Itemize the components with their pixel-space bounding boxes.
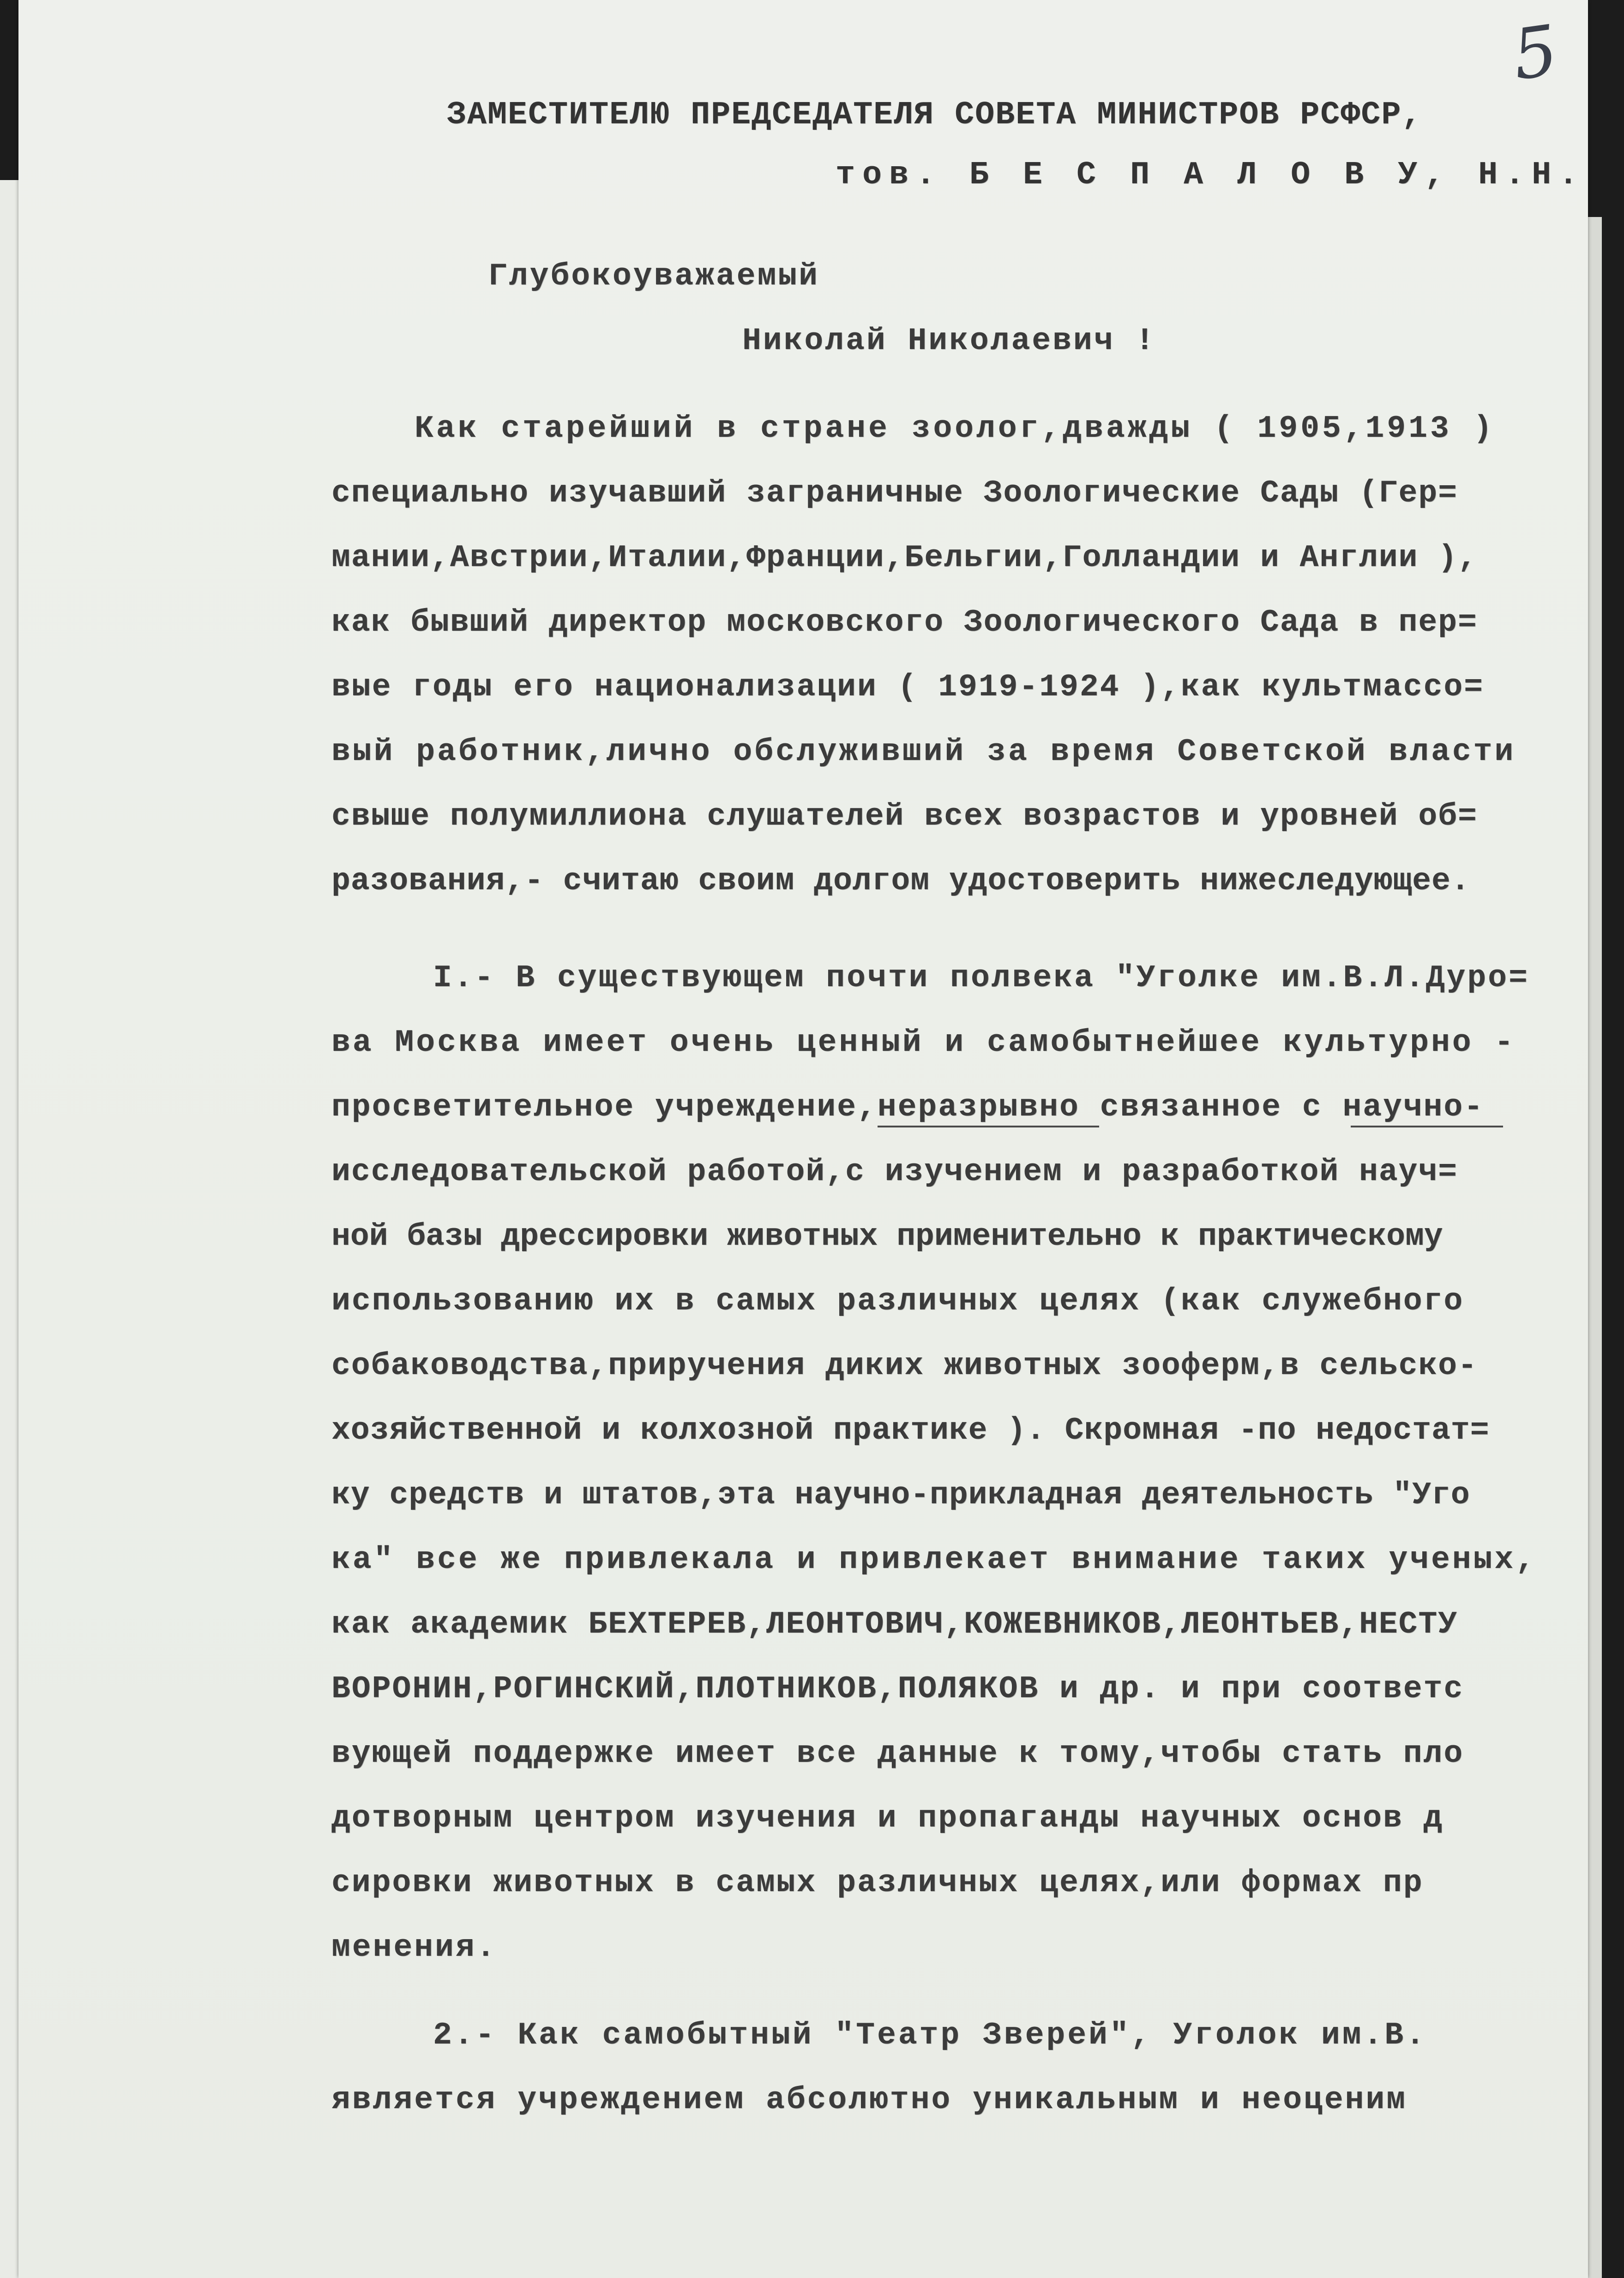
body-line: использованию их в самых различных целях (как служебного — [331, 1284, 1464, 1319]
body-line: специально изучавший заграничные Зоологические Сады (Гер= — [331, 476, 1458, 511]
underline-nauchno — [1351, 1126, 1503, 1127]
body-line: вый работник,лично обслуживший за время Советской власти — [331, 734, 1516, 770]
body-line: вые годы его национализации ( 1919-1924 ),как культмассо= — [331, 669, 1484, 705]
body-line: дотворным центром изучения и пропаганды научных основ д — [331, 1801, 1444, 1836]
body-line: собаководства,приручения диких животных зооферм,в сельско- — [331, 1348, 1478, 1384]
body-line: I.- В существующем почти полвека "Уголке им.В.Л.Дуро= — [433, 960, 1529, 996]
body-line: Как старейший в стране зоолог,дважды ( 1905,1913 ) — [415, 411, 1495, 446]
body-line: сировки животных в самых различных целях,или формах пр — [331, 1865, 1424, 1901]
body-line: ной базы дрессировки животных применительно к практическому — [331, 1219, 1443, 1254]
body-line: вующей поддержке имеет все данные к тому,чтобы стать пло — [331, 1736, 1464, 1772]
body-line: исследовательской работой,с изучением и разработкой науч= — [331, 1154, 1458, 1190]
addressee-line-2: тов. Б Е С П А Л О В У, Н.Н. — [836, 157, 1586, 193]
body-line: хозяйственной и колхозной практике ). Скромная -по недостат= — [331, 1413, 1490, 1448]
body-line: свыше полумиллиона слушателей всех возрастов и уровней об= — [331, 799, 1478, 834]
body-line: ку средств и штатов,эта научно-прикладная деятельность "Уго — [331, 1477, 1470, 1513]
underline-nerazryvno — [878, 1126, 1099, 1127]
body-line: мании,Австрии,Италии,Франции,Бельгии,Голландии и Англии ), — [331, 540, 1478, 576]
addressee-line-1: ЗАМЕСТИТЕЛЮ ПРЕДСЕДАТЕЛЯ СОВЕТА МИНИСТРОВ РСФСР, — [447, 97, 1422, 133]
page-number: 5 — [1508, 10, 1563, 96]
body-line: ка" все же привлекала и привлекает внимание таких ученых, — [331, 1542, 1537, 1578]
salutation-line-1: Глубокоуважаемый — [488, 259, 819, 294]
body-line: 2.- Как самобытный "Театр Зверей", Уголок им.В. — [433, 2018, 1427, 2053]
body-line: ВОРОНИН,РОГИНСКИЙ,ПЛОТНИКОВ,ПОЛЯКОВ и др. и при соответс — [331, 1671, 1464, 1707]
body-line: является учреждением абсолютно уникальным и неоценим — [331, 2082, 1407, 2118]
body-line: ва Москва имеет очень ценный и самобытнейшее культурно - — [331, 1025, 1516, 1061]
body-line: менения. — [331, 1930, 497, 1965]
body-line: разования,- считаю своим долгом удостоверить нижеследующее. — [331, 863, 1470, 899]
body-line: как академик БЕХТЕРЕВ,ЛЕОНТОВИЧ,КОЖЕВНИКОВ,ЛЕОНТЬЕВ,НЕСТУ — [331, 1607, 1458, 1642]
paper-edge — [1588, 217, 1602, 2278]
body-line: просветительное учреждение,неразрывно связанное с научно- — [331, 1090, 1484, 1125]
document-page — [18, 0, 1588, 2278]
salutation-line-2: Николай Николаевич ! — [742, 323, 1156, 359]
body-line: как бывший директор московского Зоологического Сада в пер= — [331, 605, 1478, 640]
